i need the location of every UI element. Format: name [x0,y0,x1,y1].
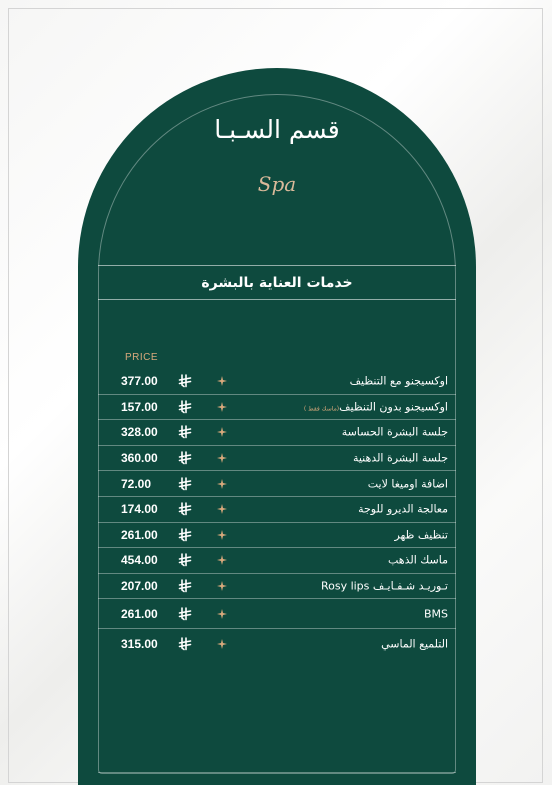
item-name: BMS [423,607,448,621]
list-item [98,395,456,421]
price-list [98,369,456,659]
list-item [98,629,456,659]
saudi-riyal-icon [178,607,192,621]
saudi-riyal-icon [178,374,192,388]
saudi-riyal-icon [178,528,192,542]
list-item [98,446,456,472]
saudi-riyal-icon [178,637,192,651]
item-name: جلسة البشرة الدهنية [352,451,448,465]
page-title: قسم السـبـا [214,115,340,144]
item-price: 207.00 [121,579,158,594]
section-header [98,265,456,300]
item-price: 261.00 [121,527,158,542]
sparkle-star-icon [217,555,227,565]
saudi-riyal-icon [178,579,192,593]
item-name: اوكسيجنو بدون التنظيف(ماسك فقط ) [303,400,448,414]
item-name: ماسك الذهب [387,553,448,567]
saudi-riyal-icon [178,400,192,414]
item-name: تـوريـد شـفـايـف Rosy lips [320,579,448,593]
list-item [98,369,456,395]
menu-arch-panel [78,68,476,785]
item-price: 454.00 [121,553,158,568]
item-name: اضافة اوميغا لايت [367,477,448,491]
sparkle-star-icon [217,453,227,463]
item-price: 174.00 [121,502,158,517]
item-price: 72.00 [121,476,152,491]
item-price: 315.00 [121,637,158,652]
saudi-riyal-icon [178,477,192,491]
list-item [98,420,456,446]
sparkle-star-icon [217,581,227,591]
list-item [98,574,456,600]
saudi-riyal-icon [178,553,192,567]
sparkle-star-icon [217,609,227,619]
item-name: التلميع الماسي [381,637,448,651]
sparkle-star-icon [217,427,227,437]
section-title: خدمات العناية بالبشرة [201,274,353,291]
sparkle-star-icon [217,402,227,412]
item-price: 328.00 [121,425,158,440]
sparkle-star-icon [217,639,227,649]
sparkle-star-icon [217,504,227,514]
item-name: اوكسيجنو مع التنظيف [349,374,448,388]
sparkle-star-icon [217,530,227,540]
saudi-riyal-icon [178,425,192,439]
item-price: 261.00 [121,606,158,621]
list-item [98,471,456,497]
sparkle-star-icon [217,479,227,489]
list-item [98,497,456,523]
list-item [98,599,456,629]
item-name: معالجة الديرو للوجة [358,502,448,516]
item-price: 377.00 [121,374,158,389]
bottom-divider [98,772,456,773]
item-price: 360.00 [121,451,158,466]
list-item [98,523,456,549]
saudi-riyal-icon [178,502,192,516]
sparkle-star-icon [217,376,227,386]
list-item [98,548,456,574]
item-name: تنظيف ظهر [394,528,448,542]
page-subtitle-script: Spa [257,172,297,196]
price-column-header: PRICE [125,352,159,363]
item-price: 157.00 [121,399,158,414]
saudi-riyal-icon [178,451,192,465]
item-name: جلسة البشرة الحساسة [341,425,448,439]
